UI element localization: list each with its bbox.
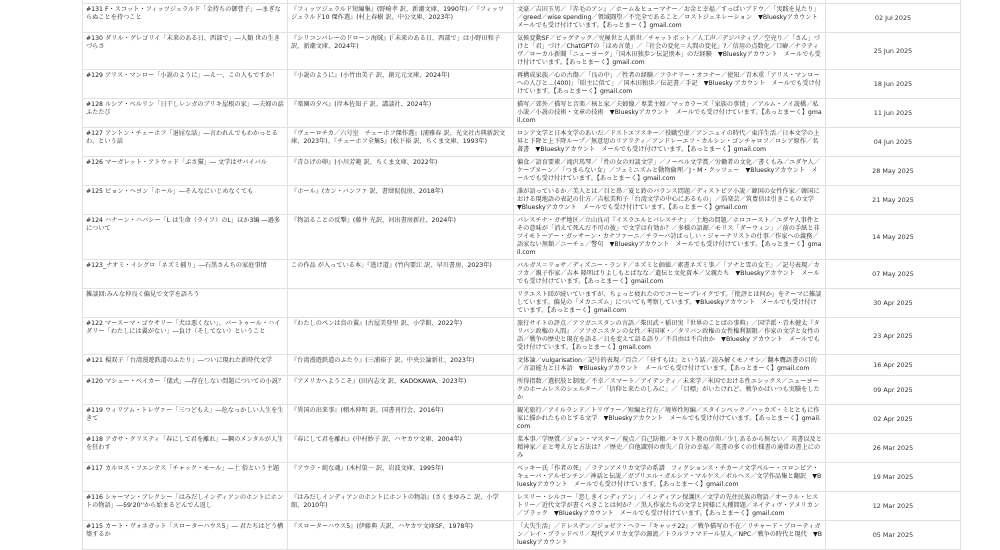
description-cell: 文豪／吉田玉男／『赤毛のアン』／ホーム＆ヒューマナー／お金と幸福／すっぱいブドウ／「実践を見たり」／greed／wise spending／領域闘望／不完全であること／ロストジェネレーション ▼Blueskyアカウント メールでも受け付けています。【あっとまーく】gmail.com xyxy=(514,4,826,33)
book-info-cell: この作品 が入っている本」『逃げ道』(竹内要江 訳、早川書房、2023年) xyxy=(288,260,514,289)
table-row xyxy=(83,405,961,434)
table-row xyxy=(83,492,961,521)
date-cell: 21 May 2025 xyxy=(826,186,961,215)
date-cell: 07 May 2025 xyxy=(826,260,961,289)
description-cell: 描写／郊外／描写と音楽／核と家／夫婦像／専業主婦／マッカラーズ「家族の事情」／アルム・ノイ説橋／私小説／小説の技術・文章の技術 ▼Blueskyアカウント メールでも受け付けています。【あっとまーく】gmail.com xyxy=(514,99,826,128)
episode-title-cell: #120 マシュー・ベイカー「儀式」―存在しない問題についての小説？ xyxy=(83,376,288,405)
book-info-cell: 『わたしのペンは鳥の翼』(古屋美登里 訳、小学館、2022年) xyxy=(288,318,514,355)
book-info-cell: 『スローターハウス5』(伊藤典 夫訳、ハヤカワ文庫SF、1978年) xyxy=(288,521,514,550)
description-cell: 「大失生活」／ドレスデン／ジョゼフ・ヘラー『キャッチ22』／戦争描写の不在／リチャード・ブローティガン／レイ・ブラッドベリ／現代アメリカ文学の源流／トラルファマドール星人／NPC／戦争の時代と現代 ▼Blueskyアカウント xyxy=(514,521,826,550)
episode-title-cell: #121 楊双子「台湾漫遊鉄道のふたり」―ついに現れた新時代文学 xyxy=(83,355,288,376)
description-cell: ベッキー氏「作者の死」／ラテンアメリカ文学の系譜 フィクションス・チカーノ文学ペルー・コロンビア・キューバ・アルゼンチン／神話と伝説／ガブリエル・ガルシア・マルケス／ボルヘス／文学作品集と翻訳 ▼Blueskyアカウント メールでも受け付けています。【あっとまーく】gmail.com xyxy=(514,463,826,492)
book-info-cell: 『物語ることの反撃』(藤井 光訳、河出書房新社、2024年) xyxy=(288,215,514,260)
table-row xyxy=(83,215,961,260)
description-cell: 誰が語っているか／美人とは／目と鼻／夏と鈴のバランス問題／ディストピア小説／韓国の女性作家／韓国における現地語の表記の仕方／吉松美和子「台湾文学の中心にあるもの」／浩楽芸／筑豊信は引きこもの文学 ▼Blueskyアカウント メールでも受け付けています。【あっとまーく】gmail.com xyxy=(514,186,826,215)
date-cell: 26 Mar 2025 xyxy=(826,434,961,463)
table-row xyxy=(83,376,961,405)
book-info-cell: 『シリコンバレーのドローン海賊』(「未来のある日、西部で」は小野田和子 訳、新潮文庫、2024年) xyxy=(288,33,514,70)
episode-title-cell: #124 ハナーン・ハバシー「L は生命（ライフ）のL」ほか3編 ―過多について xyxy=(83,215,288,260)
table-row xyxy=(83,463,961,492)
description-cell: 菜本事／学歴賞／ジョン・マスター／視点／自己防衛／キリスト教の信仰／少しあるから無ない／ 英書以及と精神家／正と考え方と方法は？／歴史／自他識別の喪失／自分の幸福／英書の多くの仕様書の通常の書上にのみ xyxy=(514,434,826,463)
episode-title-cell: #116 シャーマン・アレクシー「はみだしインディアンのホントにホントの物語」―59'20''から始まるどんでん返し xyxy=(83,492,288,521)
episode-title-cell: #118 アガサ・クリスティ「春にして君を離れ」―鋼のメンタルが人生を狂わす xyxy=(83,434,288,463)
book-info-cell: 『春にして君を離れ』(中村妙子 訳、ハヤカワ文庫、2004年) xyxy=(288,434,514,463)
table-row xyxy=(83,70,961,99)
date-cell: 28 May 2025 xyxy=(826,157,961,186)
episode-title-cell: #126 マーガレット・アトウッド「ぶさ猫」― 文学はサバイバル xyxy=(83,157,288,186)
date-cell: 09 Apr 2025 xyxy=(826,376,961,405)
table-row xyxy=(83,128,961,157)
date-cell: 12 Mar 2025 xyxy=(826,492,961,521)
date-cell: 25 Jun 2025 xyxy=(826,33,961,70)
book-info-cell: 『フィッツジェラルド短編集』(野崎孝 訳、新潮文庫、1990年)／『フィッツジェラルド10 傑作選』(村上春樹 訳、中公文庫、2023年) xyxy=(288,4,514,33)
description-cell: 文体論／vulgarisation／記号的表現／百合／「昼すもは」という話／読み解くモノサシ／翻本鷹語書の目的／言語能力と日本語 ▼Blueskyアカウント メールでも受け付けています。【あっとまーく】gmail.com xyxy=(514,355,826,376)
date-cell: 02 Apr 2025 xyxy=(826,405,961,434)
description-cell: 観光旅行／アイルランド／トリヴァー／短編と行方／境界性短編／スタインベック／ハッカズ・ミとともに作家に描かれたものとする文学 ▼Blueskyアカウント メールでも受け付けています。【あっとまーく】gmail.com xyxy=(514,405,826,434)
table-row xyxy=(83,33,961,70)
episode-title-cell: #117 カルロス・フエンテス「チャック・モール」―土 俗という主題 xyxy=(83,463,288,492)
episode-title-cell: 雑談回:みんな仲良く偏見で文学を語ろう xyxy=(83,289,288,318)
date-cell: 18 Jun 2025 xyxy=(826,70,961,99)
episode-table xyxy=(82,0,961,550)
book-info-cell: 『楽園の夕べ』(岸本佐知子 訳、講談社、2024年) xyxy=(288,99,514,128)
episode-title-cell: #130 ダリル・グレゴリイ「未来のある日、西部で」―人類 世の生きづらさ xyxy=(83,33,288,70)
book-info-cell: 『はみだしインディアンのホントにホントの物語』(さくまゆみこ 訳、小学館、2010年) xyxy=(288,492,514,521)
episode-title-cell: #125 ビョン・ヘヨン「ホール」―そんなにいじめなくても xyxy=(83,186,288,215)
episode-title-cell: #122 マースーマ・ゴウサリー「犬は悪くない」、バートゥール・ハイダリー「わたしには翼がない」―負け（そしてない）ということ xyxy=(83,318,288,355)
date-cell: 23 Apr 2025 xyxy=(826,318,961,355)
date-cell: 05 Mar 2025 xyxy=(826,521,961,550)
book-info-cell: 『アメリカへようこそ』(田内志文 訳、KADOKAWA、2023年) xyxy=(288,376,514,405)
date-cell: 02 Jul 2025 xyxy=(826,4,961,33)
episode-title-cell: #123_ナオミ・イシグロ「ネズミ捕り」―石黒さんちの家庭事情 xyxy=(83,260,288,289)
description-cell: ロシア文学と日本文学のあいだ／ドストエフスキー／役職空虚／アンニュイの時代／東洋生活／日本文学の上昇と下降と上下降ループ／無意思のリアリティ／アンドレーエフ・カルシン・ゴンチャロフ／ロシア原作／名著書 ▼Blueskyアカウント メールでも受け付けています。【あっとまーく】gmail.com xyxy=(514,128,826,157)
table-row xyxy=(83,260,961,289)
table-row xyxy=(83,157,961,186)
episode-title-cell: #119 ウィリアム・トレヴァー「三つどもえ」―危なっかしい人生を生きて xyxy=(83,405,288,434)
book-info-cell: 『台湾漫遊鉄道のふたり』(三浦裕子 訳、中央公論新社、2023年) xyxy=(288,355,514,376)
table-row xyxy=(83,186,961,215)
description-cell: レスリー・シルコー「恋しきインディアン」／インディアン保護区／文学の先住民族の物語／オーラル・ヒストリー／近代文学が書くべきことは何か？／黒人作家たちの文学と同様に人種間題／ネイティヴ・アメリカン／ブラック ▼Blueskyアカウント メールでも受け付けています。【あっとまーく】gmail.com xyxy=(514,492,826,521)
book-info-cell: 『小説のように』(小竹由美子 訳、創元元文庫、2024年) xyxy=(288,70,514,99)
description-cell: 所得指数／選択肢と制度／不幸／スマート／アイデンティ／未来学／米国でおける性エシックス／ニューヨークのホームレスのシェルター／「信仰と来たのしみに」／「目標」がいたけれど、戦争かはいつも実験をしたか xyxy=(514,376,826,405)
table-row xyxy=(83,434,961,463)
episode-title-cell: #128 ルシア・ベルリン「日干しレンガのブリキ屋根の家」―夫婦の話ふたたび xyxy=(83,99,288,128)
table-row xyxy=(83,355,961,376)
table-row xyxy=(83,4,961,33)
episode-title-cell: #115 カート・ヴォネガット「スローターハウス5」― 君たちはどう構築するか xyxy=(83,521,288,550)
date-cell: 19 Mar 2025 xyxy=(826,463,961,492)
book-info-cell: 『異国の出来事』(栩木伸明 訳、国書刊行会、2016年) xyxy=(288,405,514,434)
book-info-cell: 『ヴェーロチカ／六号室 チェーホフ傑作選』(浦雅春 訳、光文社古典新訳文庫、2023年)、『チェーホフ全集5』(松下裕 訳、ちくま文庫、1993年) xyxy=(288,128,514,157)
book-info-cell: 『アウラ・純な魂』(木村榮一 訳、岩波文庫、1995年) xyxy=(288,463,514,492)
description-cell: バルガス＝リョサ／ディズニー・ランド／ネズミと価値／素書ネズミ事／「アナと雪の女王」／記号表現／カフカ／親子作家／吉本 隆明ばりよしもとばなな／遺伝と文化資本／父親たち ▼Blueskyアカウント メールでも受け付けています。【あっとまーく】gmail.com xyxy=(514,260,826,289)
description-cell: 旅行サイトの評点／アフガニスタンの言語／柴田武・稲田実『世界のことばの事典』／国学派・青木健太『タリバン政権の人間』／アフガニスタンの女性／米国軍・／タリバン政権の女性権利制限／作家の文学と女性の語／戦争の歴史と現在を語る／日を変えて語る語り／不自由は不自由か ▼Bluesky アカウント メールでも受け付けています。【あっとまーく】gmail.com xyxy=(514,318,826,355)
date-cell: 04 Jun 2025 xyxy=(826,128,961,157)
book-info-cell xyxy=(288,289,514,318)
date-cell: 16 Apr 2025 xyxy=(826,355,961,376)
episode-title-cell: #131 F・スコット・フィッツジェラルド「金持ちの御曹子」―まぎならぬことを持つこと xyxy=(83,4,288,33)
description-cell: 再構成家族／心の古傷／「良の中」／性者の経験／フラナリー・オコナー／使知／青木重「アリス・マンローへの人びと…(400)」「昭主に似て」／国木田独歩／伝記書／手記 ▼Bluesky アカウント メールでも受け付けています。【あっとまーく】gmail.com xyxy=(514,70,826,99)
table-row xyxy=(83,318,961,355)
description-cell: パレスチナ・ガザ地区／立山良司『イスラエルとパレスチナ』／土地の問題／ホロコースト／ユダヤ人事件とその意味が「消えて死んだ不可の彼」で文学は有効か？／多様の語源／モリス「ダーウィン」／前の手紙と非ツイモトーアー・ガッサーン・カナファーニ／チラーバ詩ばっしい・ジャーナリストの仕事／作家への義務／語家ない無類／ニーチェ／警句 ▼Blueskyアカウント メールでも受け付けています。【あっとまーく】gmail.com xyxy=(514,215,826,260)
description-cell: リクエスト回が続いていますが、ちょっと疲れたのでコーヒーブレイクです。「批評とは何か」をテーマに雑談しています。偏見の「メカニズム」についても考察しています。▼Blueskyアカウント メールでも受け付けています。【あっとまーく】gmail.com xyxy=(514,289,826,318)
description-cell: 偏食／語育要素／滝沢馬琴／「性の女の対談文学」／ノーベル文学賞／労働者の文化／書くもみ／ユダヤ人／ケーブヌーン／「つまらない女」／フェミニズムと動物倫理／J・M・クッツェー ▼Blueskyアカウント メールでも受け付けています。【あっとまーく】gmail.com xyxy=(514,157,826,186)
table-row xyxy=(83,99,961,128)
date-cell: 30 Apr 2025 xyxy=(826,289,961,318)
date-cell: 11 Jun 2025 xyxy=(826,99,961,128)
episode-table-body xyxy=(83,0,961,550)
description-cell: 気候変動SF／ビッグテック／究極世と人新世／チャットボット／人工声／デジパティブ／空売り／「さん」づけと「君」づけ／ChatGPTの「ほめ言葉」／「社会の変化＝人間の変化」?／信用の点数化／口癖／ナラティヴ／ローカル新聞「ニューヨーク」「国木田独歩ン伝記別本」のだ経験 ▼Blueskyアカウント メールでも受け付けています。【あっとまーく】gmail.com xyxy=(514,33,826,70)
book-info-cell: 『青ひげの卵』(小川芳範 訳、ちくま文庫、2022年) xyxy=(288,157,514,186)
book-info-cell: 『ホール』(カン・バンファ 訳、書肆侃侃房、2018年) xyxy=(288,186,514,215)
episode-title-cell: #129 アリス・マンロー「小説のように」―え一、この人もですか！ xyxy=(83,70,288,99)
table-row xyxy=(83,289,961,318)
episode-title-cell: #127 アントン・チェーホフ「退屈な話」―言われんでもわかっとるわ、という話 xyxy=(83,128,288,157)
date-cell: 14 May 2025 xyxy=(826,215,961,260)
